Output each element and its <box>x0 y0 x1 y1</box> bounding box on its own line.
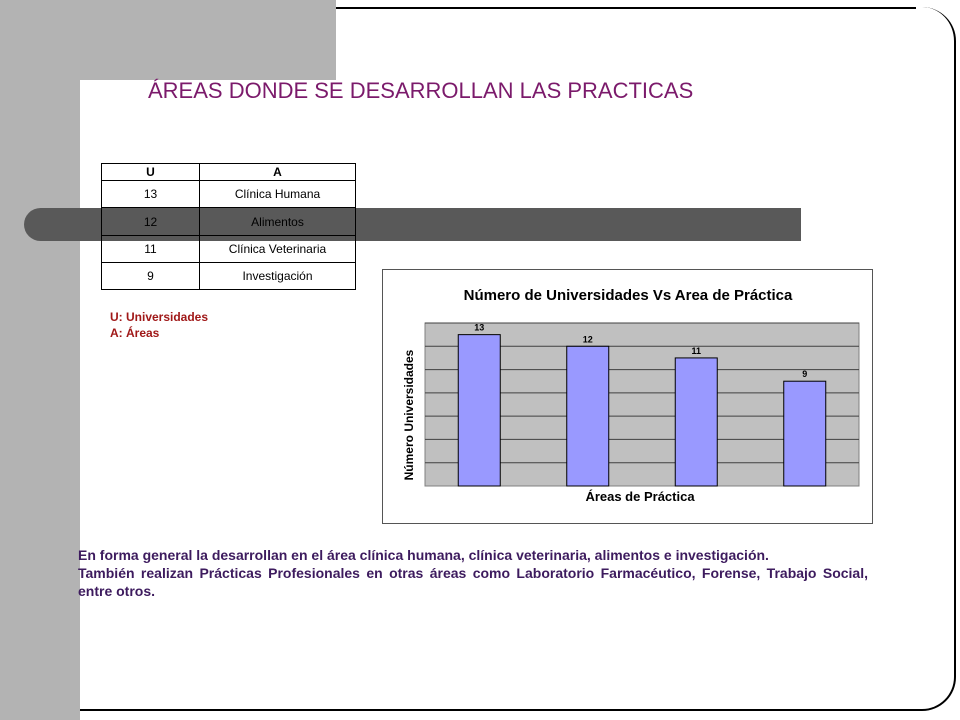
summary-line-1: En forma general la desarrollan en el área clínica humana, clínica veterinaria, alimentos e investigación. <box>78 547 769 563</box>
table-row <box>102 181 356 208</box>
chart-data-label: 13 <box>474 322 485 333</box>
table-cell-area: Investigación <box>200 263 356 290</box>
table-row <box>102 208 356 236</box>
table-cell-area: Clínica Humana <box>200 181 356 208</box>
legend-areas: A: Áreas <box>110 326 160 340</box>
chart-x-axis-label: Áreas de Práctica <box>585 489 695 504</box>
chart-svg <box>383 270 872 523</box>
summary-line-2: También realizan Prácticas Profesionales en otras áreas como Laboratorio Farmacéutico, Forense, Trabajo Social, entre otros. <box>78 565 868 599</box>
table-cell-count: 11 <box>102 236 200 263</box>
table-cell-area: Alimentos <box>200 208 356 236</box>
table-cell-count: 9 <box>102 263 200 290</box>
table-cell-count: 13 <box>102 181 200 208</box>
table-cell-area: Clínica Veterinaria <box>200 236 356 263</box>
chart-title: Número de Universidades Vs Area de Práctica <box>463 287 793 304</box>
chart-bar <box>784 381 826 486</box>
left-gray-bar <box>0 0 80 720</box>
summary-paragraph <box>78 546 868 600</box>
table-header-u: U <box>102 164 200 181</box>
table-cell-count: 12 <box>102 208 200 236</box>
chart-data-label: 9 <box>802 369 808 380</box>
chart-bar <box>675 358 717 486</box>
slide-frame-top <box>336 7 916 9</box>
table-header-row <box>102 164 356 181</box>
table-header-a: A <box>200 164 356 181</box>
chart-bar <box>567 346 609 486</box>
table-row <box>102 236 356 263</box>
areas-table <box>101 163 356 290</box>
chart-bar <box>458 335 500 486</box>
chart-plot-area <box>425 323 859 486</box>
chart-data-label: 12 <box>582 334 593 345</box>
chart-data-label: 11 <box>691 345 702 356</box>
table-legend <box>110 309 208 341</box>
chart-y-axis-label: Número Universidades <box>402 349 416 481</box>
bar-chart <box>382 269 873 524</box>
page-title: ÁREAS DONDE SE DESARROLLAN LAS PRACTICAS <box>148 78 694 103</box>
table-row <box>102 263 356 290</box>
legend-universidades: U: Universidades <box>110 310 209 324</box>
